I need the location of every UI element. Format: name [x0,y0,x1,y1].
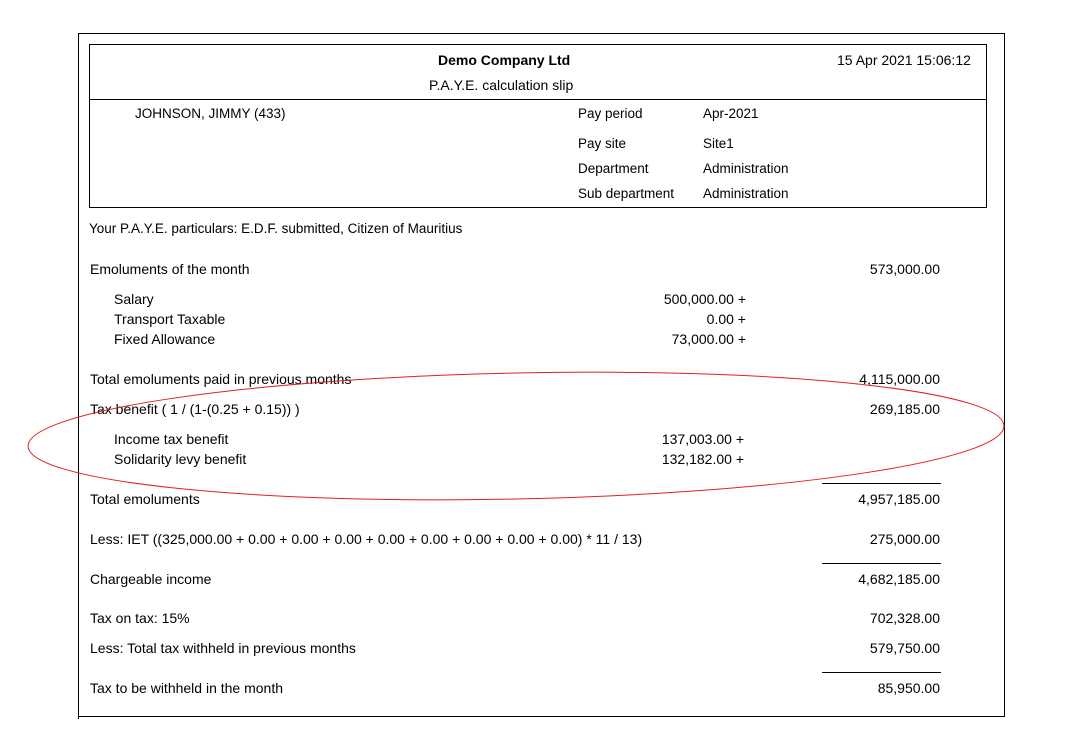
department-label: Department [578,161,649,176]
pay-site-value: Site1 [703,136,734,151]
sub-department-label: Sub department [578,186,675,201]
fixed-allowance-amount: 73,000.00 + [671,331,746,347]
total-emoluments-label: Total emoluments [90,491,200,507]
paye-particulars: Your P.A.Y.E. particulars: E.D.F. submitted, Citizen of Mauritius [89,221,463,236]
to-withhold-value: 85,950.00 [877,680,940,696]
department-value: Administration [703,161,789,176]
withheld-previous-label: Less: Total tax withheld in previous months [90,640,356,656]
tax-benefit-value: 269,185.00 [869,401,940,417]
withheld-previous-value: 579,750.00 [869,640,940,656]
solidarity-levy-amount: 132,182.00 + [661,451,744,467]
iet-value: 275,000.00 [869,531,940,547]
solidarity-levy-label: Solidarity levy benefit [114,451,247,467]
transport-amount: 0.00 + [706,311,746,327]
previous-emoluments-value: 4,115,000.00 [859,371,940,387]
slip-title: P.A.Y.E. calculation slip [429,77,574,93]
emoluments-total: 573,000.00 [869,261,940,277]
fixed-allowance-label: Fixed Allowance [114,331,216,347]
print-datetime: 15 Apr 2021 15:06:12 [837,52,971,68]
tax-on-tax-label: Tax on tax: 15% [90,610,190,626]
salary-amount: 500,000.00 + [663,291,746,307]
pay-period-value: Apr-2021 [703,106,759,121]
chargeable-value: 4,682,185.00 [858,571,940,587]
tax-on-tax-value: 702,328.00 [869,610,940,626]
income-tax-benefit-label: Income tax benefit [114,431,229,447]
transport-label: Transport Taxable [114,311,226,327]
company-name: Demo Company Ltd [438,52,571,68]
to-withhold-label: Tax to be withheld in the month [90,680,284,696]
income-tax-benefit-amount: 137,003.00 + [661,431,744,447]
pay-site-label: Pay site [578,136,627,151]
chargeable-label: Chargeable income [90,571,212,587]
red-highlight-ellipse [27,363,1005,509]
salary-label: Salary [114,291,154,307]
tax-benefit-label: Tax benefit ( 1 / (1-(0.25 + 0.15)) ) [90,401,300,417]
total-emoluments-value: 4,957,185.00 [858,491,940,507]
iet-label: Less: IET ((325,000.00 + 0.00 + 0.00 + 0.00 + 0.00 + 0.00 + 0.00 + 0.00 + 0.00) * 11 / 13) [90,531,643,547]
pay-period-label: Pay period [578,106,643,121]
employee-name: JOHNSON, JIMMY (433) [135,106,286,121]
sub-department-value: Administration [703,186,789,201]
emoluments-label: Emoluments of the month [90,261,250,277]
previous-emoluments-label: Total emoluments paid in previous months [90,371,352,387]
